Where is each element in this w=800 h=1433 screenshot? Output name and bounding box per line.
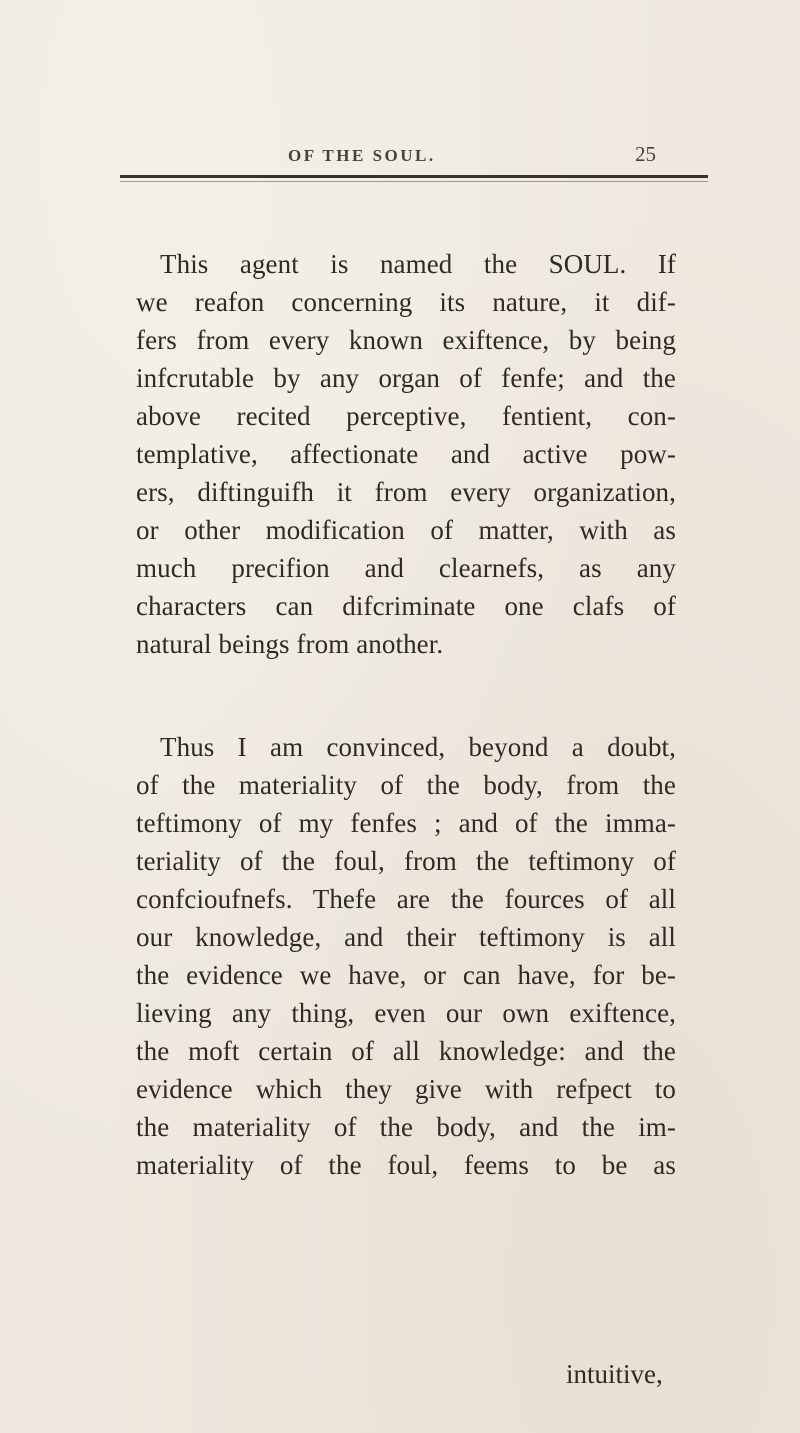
- text-line: This agent is named the SOUL. If: [160, 249, 676, 279]
- text-line: fers from every known exiftence, by being: [136, 325, 676, 355]
- text-line: teftimony of my fenfes ; and of the imma-: [136, 808, 676, 838]
- text-line: templative, affectionate and active pow-: [136, 439, 676, 469]
- text-line: evidence which they give with refpect to: [136, 1074, 676, 1104]
- header-rule: [120, 175, 708, 178]
- paragraph-2: [136, 728, 676, 1184]
- text-line: characters can difcriminate one clafs of: [136, 591, 676, 621]
- text-line: above recited perceptive, fentient, con-: [136, 401, 676, 431]
- text-line: infcrutable by any organ of fenfe; and the: [136, 363, 676, 393]
- text-line: or other modification of matter, with as: [136, 515, 676, 545]
- page-number: 25: [635, 142, 656, 166]
- text-line: confcioufnefs. Thefe are the fources of all: [136, 884, 676, 914]
- text-line: the materiality of the body, and the im-: [136, 1112, 676, 1142]
- paragraph-1: [136, 245, 676, 663]
- text-line: lieving any thing, even our own exiftence,: [136, 998, 676, 1028]
- text-line: ers, diftinguifh it from every organization,: [136, 477, 676, 507]
- text-line: the moft certain of all knowledge: and the: [136, 1036, 676, 1066]
- text-line: materiality of the foul, feems to be as: [136, 1150, 676, 1180]
- text-line: we reafon concerning its nature, it dif-: [136, 287, 676, 317]
- catchword: intuitive,: [566, 1359, 663, 1389]
- text-line: much precifion and clearnefs, as any: [136, 553, 676, 583]
- header-rule-thin: [120, 181, 708, 182]
- text-line: natural beings from another.: [136, 629, 444, 659]
- text-line: our knowledge, and their teftimony is all: [136, 922, 676, 952]
- text-line: teriality of the foul, from the teftimony of: [136, 846, 676, 876]
- text-line: Thus I am convinced, beyond a doubt,: [160, 732, 676, 762]
- text-line: of the materiality of the body, from the: [136, 770, 676, 800]
- text-line: the evidence we have, or can have, for be-: [136, 960, 676, 990]
- running-head: OF THE SOUL.: [288, 146, 436, 165]
